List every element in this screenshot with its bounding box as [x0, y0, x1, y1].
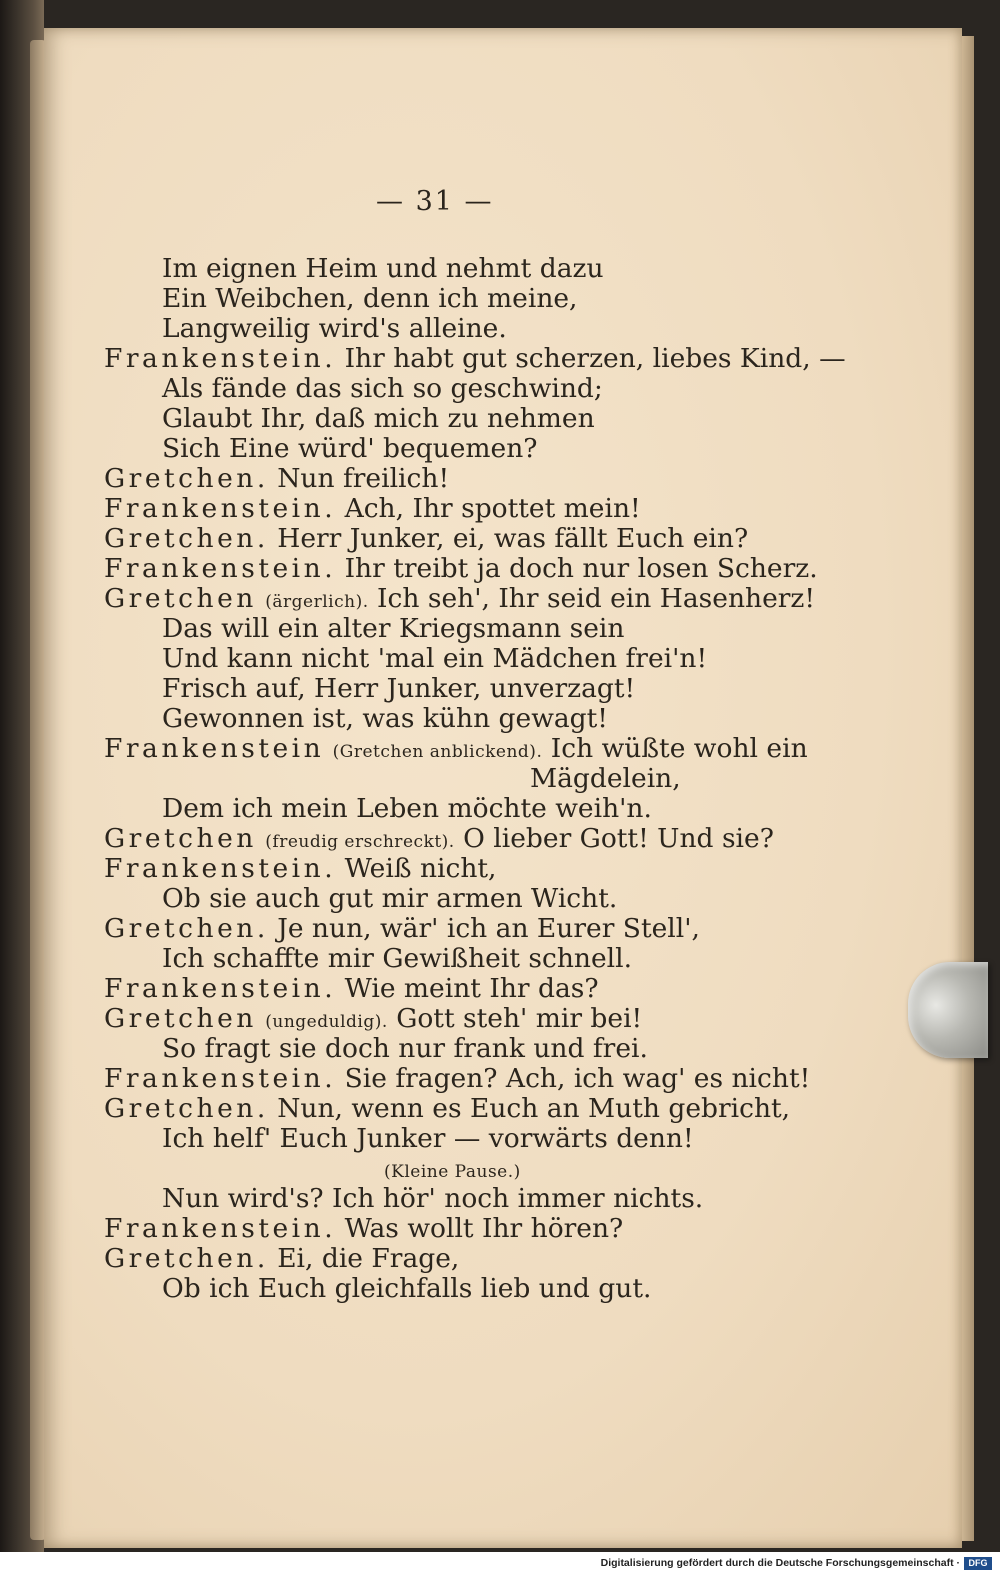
speaker-name: Gretchen. [104, 523, 269, 554]
text-line: Frisch auf, Herr Junker, unverzagt! [162, 673, 636, 704]
text-line: Ob ich Euch gleichfalls lieb und gut. [162, 1273, 652, 1304]
text-line: Gretchen. Je nun, wär' ich an Eurer Stell', [104, 913, 700, 944]
speaker-name: Gretchen [104, 823, 257, 854]
page-edge [962, 36, 974, 1541]
text-line: Gretchen. Ei, die Frage, [104, 1243, 460, 1274]
text-line: So fragt sie doch nur frank und frei. [162, 1033, 648, 1064]
text-line: Sich Eine würd' bequemen? [162, 433, 538, 464]
text-line: Glaubt Ihr, daß mich zu nehmen [162, 403, 595, 434]
text-line: Ich helf' Euch Junker — vorwärts denn! [162, 1123, 694, 1154]
text-line: Langweilig wird's alleine. [162, 313, 507, 344]
speaker-name: Frankenstein. [104, 1063, 337, 1094]
text-line: Frankenstein (Gretchen anblickend). Ich wüßte wohl ein [104, 733, 808, 764]
text-line: Gretchen (freudig erschreckt). O lieber Gott! Und sie? [104, 823, 774, 854]
stage-direction: (ungeduldig). [265, 1012, 388, 1032]
text-line: Frankenstein. Was wollt Ihr hören? [104, 1213, 624, 1244]
text-line: Gretchen. Herr Junker, ei, was fällt Euch ein? [104, 523, 749, 554]
speaker-name: Gretchen [104, 1003, 257, 1034]
speaker-name: Gretchen [104, 583, 257, 614]
speaker-name: Frankenstein. [104, 343, 337, 374]
stage-direction: (Kleine Pause.) [384, 1162, 521, 1182]
page-number: — 31 — [376, 186, 494, 217]
speaker-name: Frankenstein [104, 733, 325, 764]
text-line: Ich schaffte mir Gewißheit schnell. [162, 943, 633, 974]
text-line: Das will ein alter Kriegsmann sein [162, 613, 625, 644]
dfg-logo: DFG [964, 1557, 992, 1570]
text-line: Dem ich mein Leben möchte weih'n. [162, 793, 652, 824]
text-line: Im eignen Heim und nehmt dazu [162, 253, 604, 284]
text-line: Und kann nicht 'mal ein Mädchen frei'n! [162, 643, 708, 674]
speaker-name: Gretchen. [104, 913, 269, 944]
text-line: Frankenstein. Weiß nicht, [104, 853, 497, 884]
text-line: Gewonnen ist, was kühn gewagt! [162, 703, 608, 734]
text-line: Gretchen. Nun, wenn es Euch an Muth gebricht, [104, 1093, 791, 1124]
stage-direction: (freudig erschreckt). [265, 832, 455, 852]
text-line: Gretchen. Nun freilich! [104, 463, 450, 494]
speaker-name: Frankenstein. [104, 493, 337, 524]
text-line: Frankenstein. Ihr habt gut scherzen, liebes Kind, — [104, 343, 846, 374]
text-line: Als fände das sich so geschwind; [162, 373, 603, 404]
text-line: Gretchen (ärgerlich). Ich seh', Ihr seid ein Hasenherz! [104, 583, 816, 614]
speaker-name: Gretchen. [104, 1093, 269, 1124]
stage-direction: (ärgerlich). [265, 592, 369, 612]
speaker-name: Frankenstein. [104, 973, 337, 1004]
speaker-name: Frankenstein. [104, 853, 337, 884]
speaker-name: Gretchen. [104, 463, 269, 494]
text-line: Nun wird's? Ich hör' noch immer nichts. [162, 1183, 704, 1214]
text-line: Frankenstein. Ach, Ihr spottet mein! [104, 493, 641, 524]
speaker-name: Frankenstein. [104, 1213, 337, 1244]
speaker-name: Frankenstein. [104, 553, 337, 584]
text-line: Frankenstein. Wie meint Ihr das? [104, 973, 599, 1004]
text-line: Gretchen (ungeduldig). Gott steh' mir bei! [104, 1003, 643, 1034]
footer-credit: Digitalisierung gefördert durch die Deutsche Forschungsgemeinschaft · [600, 1557, 960, 1569]
text-line: Frankenstein. Ihr treibt ja doch nur losen Scherz. [104, 553, 818, 584]
stage-direction: (Gretchen anblickend). [332, 742, 543, 762]
page-clip [908, 962, 988, 1058]
text-line: Mägdelein, [530, 763, 681, 794]
text-line: Ob sie auch gut mir armen Wicht. [162, 883, 618, 914]
text-line: Ein Weibchen, denn ich meine, [162, 283, 578, 314]
text-line: Frankenstein. Sie fragen? Ach, ich wag' es nicht! [104, 1063, 811, 1094]
speaker-name: Gretchen. [104, 1243, 269, 1274]
